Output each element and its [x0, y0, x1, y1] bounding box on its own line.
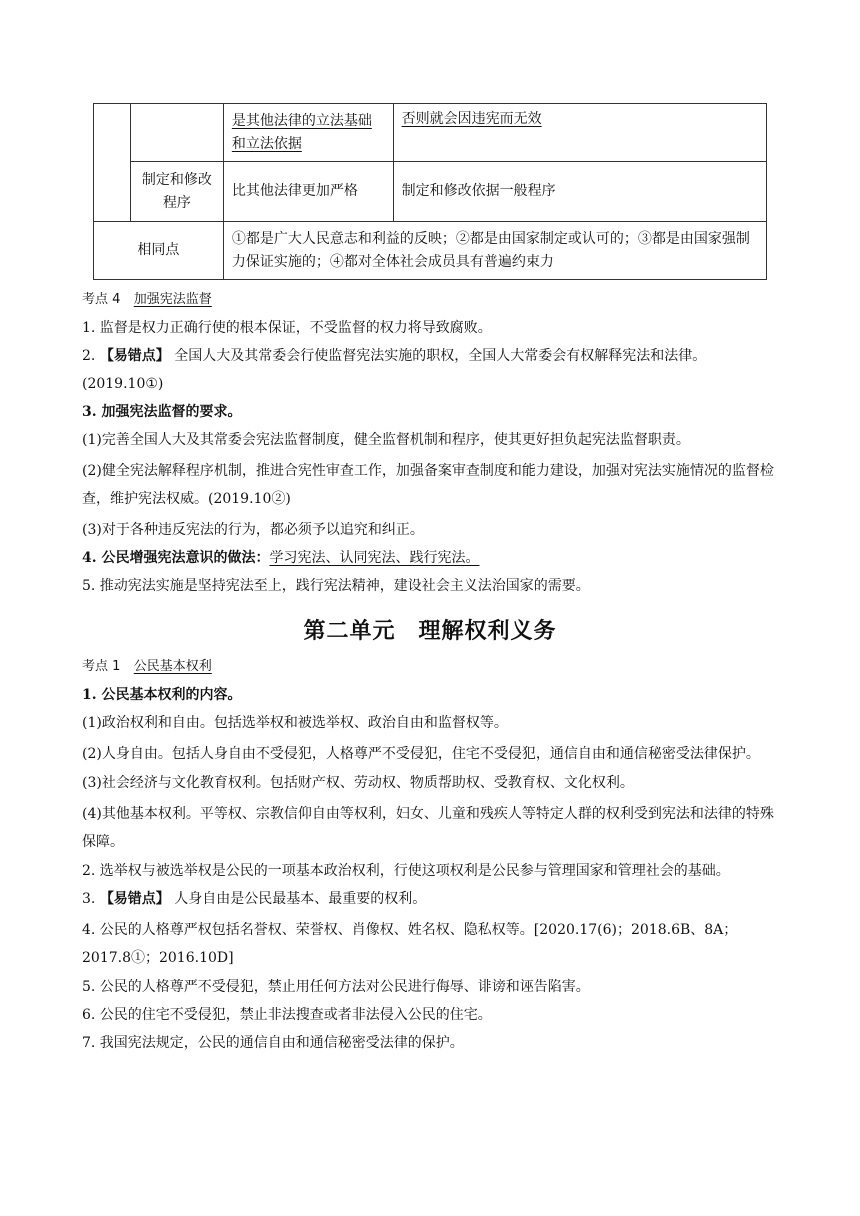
paragraph: 2. 选举权与被选举权是公民的一项基本政治权利，行使这项权利是公民参与管理国家和管理社会的基础。 [82, 863, 730, 879]
paragraph: 5. 公民的人格尊严不受侵犯，禁止用任何方法对公民进行侮辱、诽谤和诬告陷害。 [82, 979, 590, 995]
section-kaodian-1 [82, 655, 782, 1054]
paragraph: 4. 公民增强宪法意识的做法：学习宪法、认同宪法、践行宪法。 [82, 550, 480, 566]
table-cell: 比其他法律更加严格 [223, 162, 393, 222]
kaodian-label: 考点 1 [82, 659, 121, 674]
paragraph: 6. 公民的住宅不受侵犯，禁止非法搜查或者非法侵入公民的住宅。 [82, 1007, 492, 1023]
kaodian-label: 考点 4 [82, 292, 121, 307]
comparison-table [93, 103, 767, 280]
kaodian-title: 加强宪法监督 [133, 292, 212, 307]
paragraph: 1. 公民基本权利的内容。 [82, 687, 242, 703]
paragraph: (3)社会经济与文化教育权利。包括财产权、劳动权、物质帮助权、受教育权、文化权利。 [82, 775, 634, 791]
paragraph: (1)政治权利和自由。包括选举权和被选举权、政治自由和监督权等。 [82, 715, 508, 731]
table-row [94, 162, 767, 222]
paragraph: (2019.10①) [82, 376, 164, 392]
section-heading [82, 288, 782, 311]
error-prone-tag: 【易错点】 [99, 891, 170, 907]
section-heading [82, 655, 782, 678]
cell-text: 是其他法律的立法基础和立法依据 [231, 112, 372, 152]
paragraph: 2. 【易错点】 全国人大及其常委会行使监督宪法实施的职权，全国人大常委会有权解释宪法和法律。 [82, 348, 707, 364]
table-cell-empty [94, 104, 131, 222]
table-cell [223, 104, 393, 162]
table-cell-label: 制定和修改程序 [130, 162, 223, 222]
paragraph: 4. 公民的人格尊严权包括名誉权、荣誉权、肖像权、姓名权、隐私权等。[2020.17(6)；2018.6B、8A；2017.8①；2016.10D] [82, 922, 738, 966]
paragraph: 3. 【易错点】 人身自由是公民最基本、最重要的权利。 [82, 891, 427, 907]
table-cell: ①都是广大人民意志和利益的反映；②都是由国家制定或认可的；③都是由国家强制力保证实施的；④都对全体社会成员具有普遍约束力 [223, 222, 766, 280]
paragraph: (1)完善全国人大及其常委会宪法监督制度，健全监督机制和程序，使其更好担负起宪法监督职责。 [82, 432, 690, 448]
paragraph: (2)健全宪法解释程序机制，推进合宪性审查工作，加强备案审查制度和能力建设，加强对宪法实施情况的监督检查，维护宪法权威。(2019.10②) [82, 463, 774, 507]
paragraph: 5. 推动宪法实施是坚持宪法至上，践行宪法精神，建设社会主义法治国家的需要。 [82, 578, 590, 594]
unit-title: 第二单元 理解权利义务 [303, 619, 557, 644]
table-cell-empty [130, 104, 223, 162]
table-cell: 制定和修改依据一般程序 [393, 162, 766, 222]
paragraph: (3)对于各种违反宪法的行为，都必须予以追究和纠正。 [82, 522, 424, 538]
table-cell-label: 相同点 [94, 222, 224, 280]
error-prone-tag: 【易错点】 [99, 348, 170, 364]
cell-text: 否则就会因违宪而无效 [401, 111, 542, 127]
section-kaodian-4 [82, 288, 782, 597]
table-row [94, 222, 767, 280]
paragraph: 3. 加强宪法监督的要求。 [82, 404, 242, 420]
kaodian-title: 公民基本权利 [133, 659, 212, 674]
paragraph: (2)人身自由。包括人身自由不受侵犯，人格尊严不受侵犯，住宅不受侵犯，通信自由和通信秘密受法律保护。 [82, 746, 760, 762]
paragraph: 7. 我国宪法规定，公民的通信自由和通信秘密受法律的保护。 [82, 1035, 464, 1051]
paragraph: (4)其他基本权利。平等权、宗教信仰自由等权利，妇女、儿童和残疾人等特定人群的权利受到宪法和法律的特殊保障。 [82, 806, 774, 850]
paragraph: 1. 监督是权力正确行使的根本保证，不受监督的权力将导致腐败。 [82, 320, 492, 336]
table-cell [393, 104, 766, 162]
table-row [94, 104, 767, 162]
